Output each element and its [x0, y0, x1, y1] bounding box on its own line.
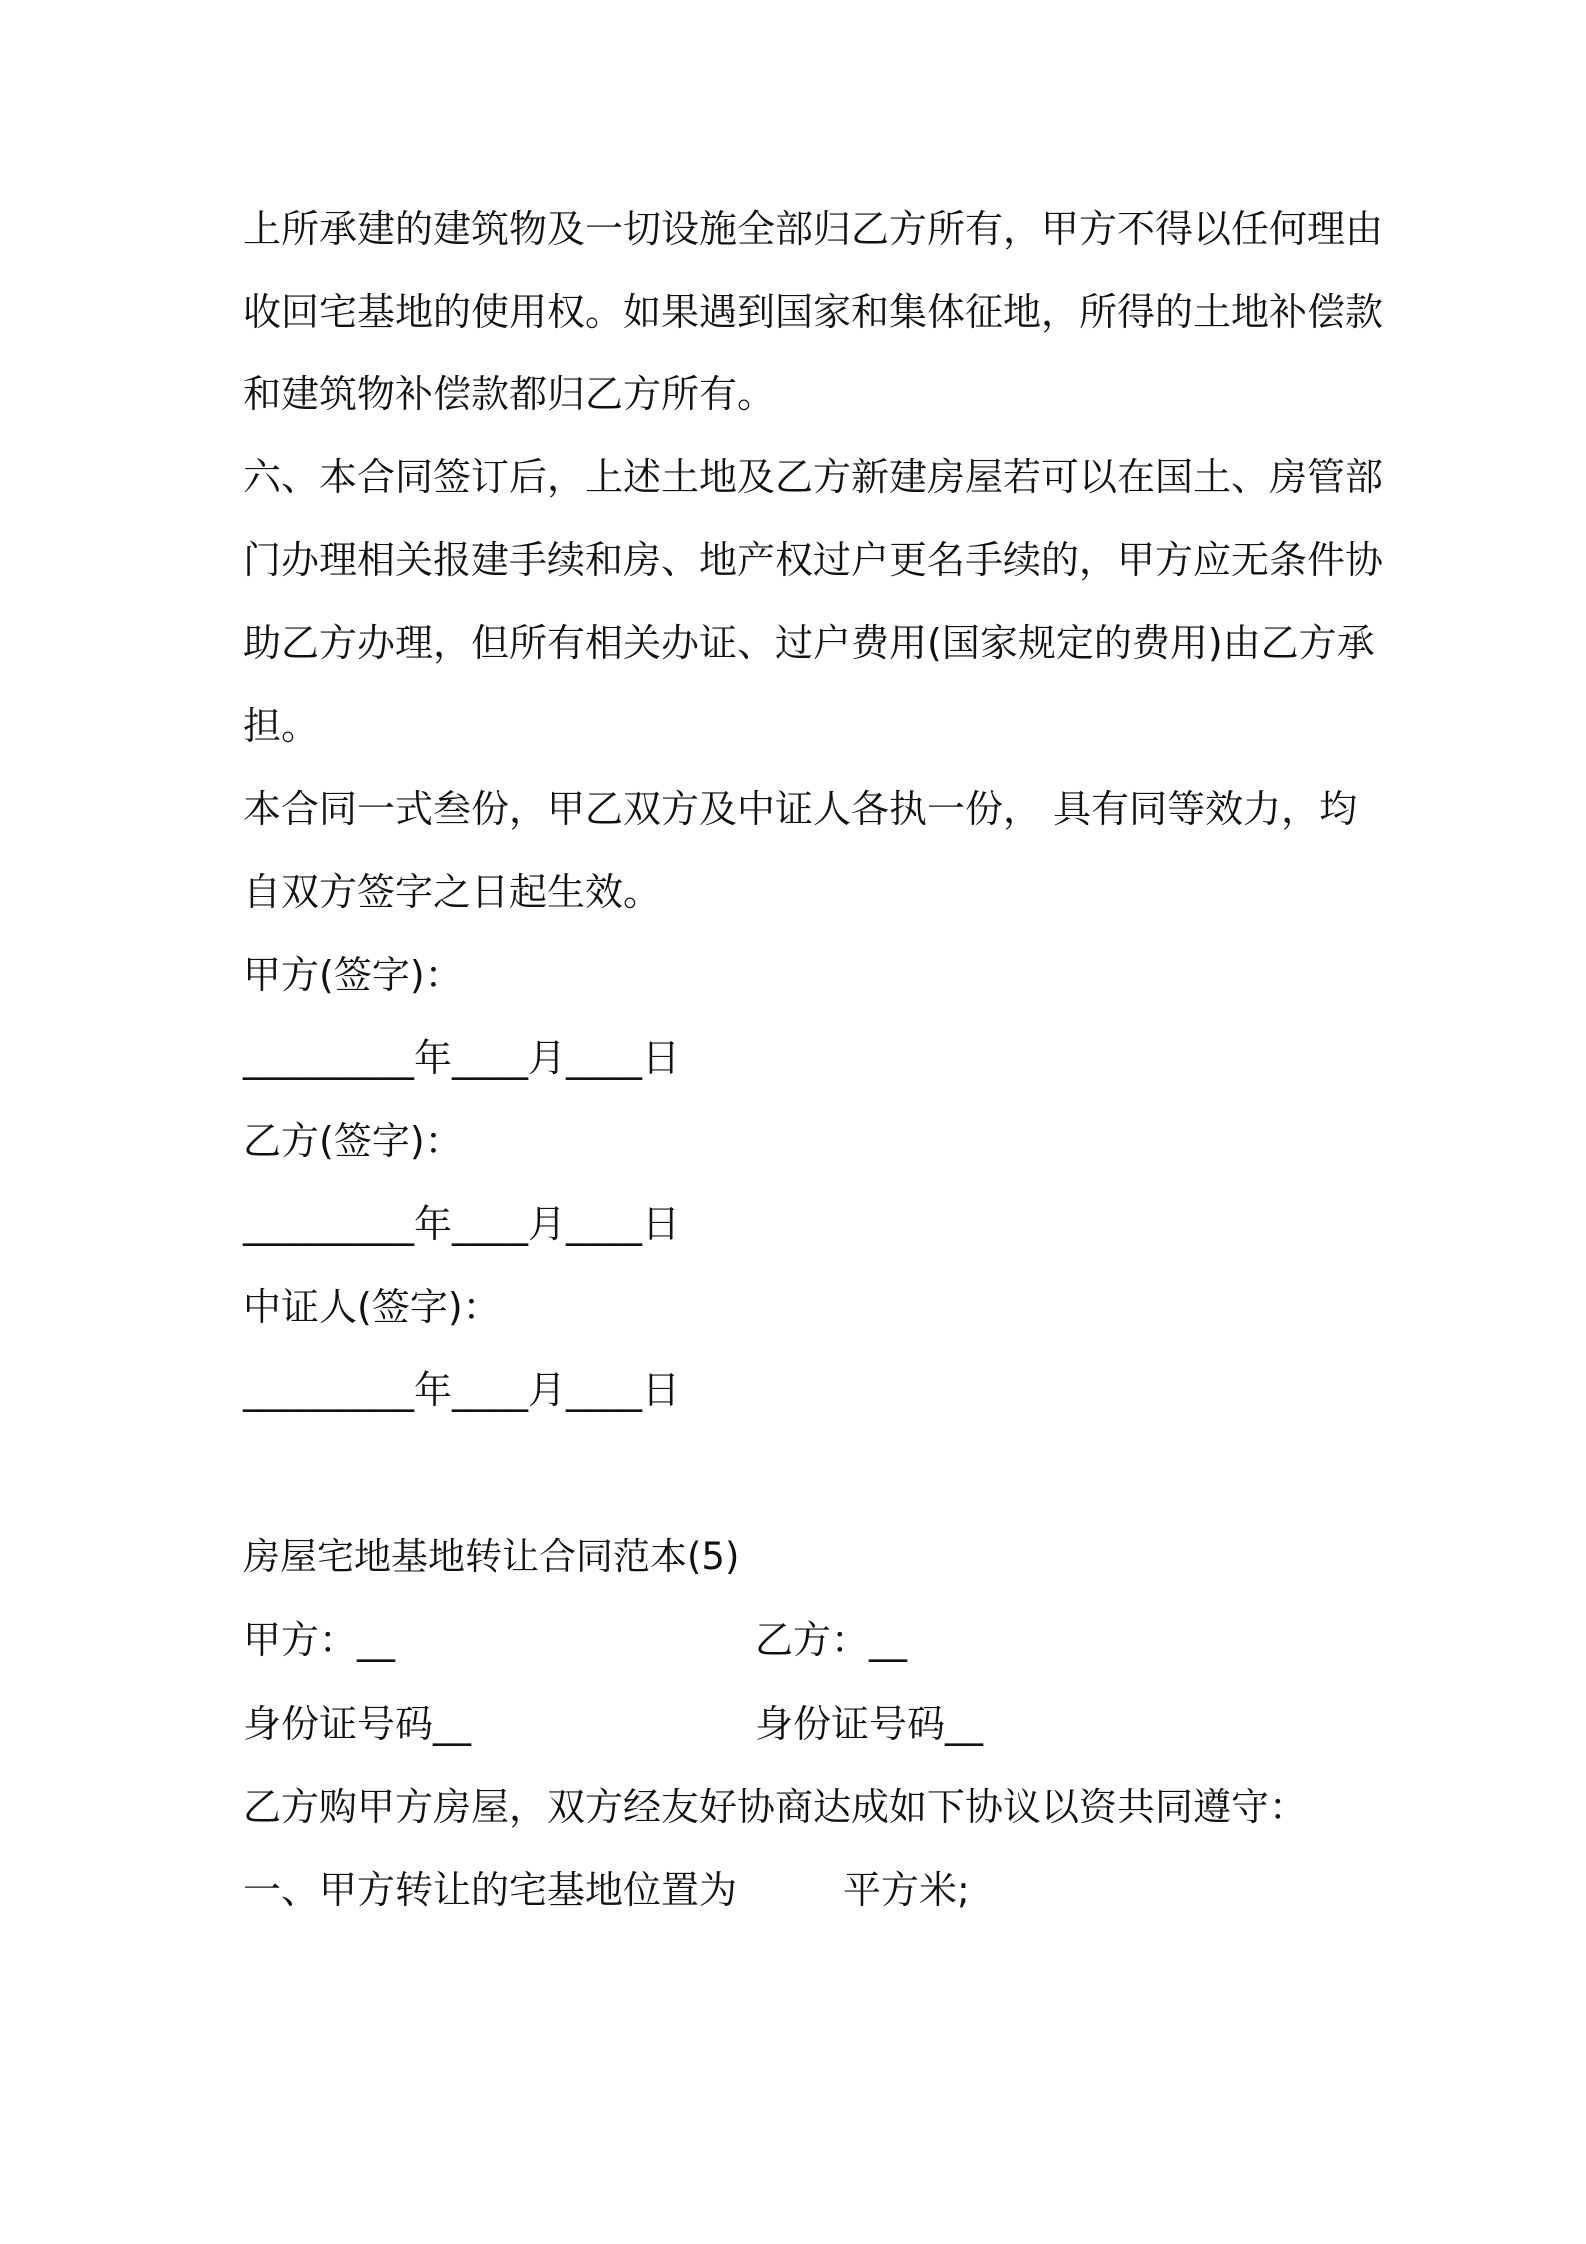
party-b-date-line: _________年____月____日 [243, 1202, 681, 1246]
contract-5-clause-1-unit: 平方米; [843, 1868, 970, 1912]
contract-5-party-a-id: 身份证号码__ [243, 1702, 472, 1746]
clause-6-line-4: 担。 [243, 704, 320, 748]
contract-5-title: 房屋宅地基地转让合同范本(5) [243, 1535, 740, 1578]
party-a-date-line: _________年____月____日 [243, 1036, 681, 1080]
copies-line-2: 自双方签字之日起生效。 [243, 870, 662, 914]
witness-date-line: _________年____月____日 [243, 1368, 681, 1412]
clause-5-line-2: 收回宅基地的使用权。如果遇到国家和集体征地，所得的土地补偿款 [243, 290, 1384, 334]
witness-signature-label: 中证人(签字)： [243, 1285, 501, 1329]
clause-5-line-3: 和建筑物补偿款都归乙方所有。 [243, 372, 776, 416]
contract-5-intro: 乙方购甲方房屋，双方经友好协商达成如下协议以资共同遵守： [243, 1785, 1308, 1829]
clause-6-line-2: 门办理相关报建手续和房、地产权过户更名手续的，甲方应无条件协 [243, 538, 1384, 582]
copies-line-1: 本合同一式叁份，甲乙双方及中证人各执一份， 具有同等效力，均 [243, 787, 1358, 831]
party-a-signature-label: 甲方(签字)： [243, 953, 463, 997]
contract-5-party-b: 乙方：__ [755, 1618, 908, 1662]
clause-6-line-3: 助乙方办理，但所有相关办证、过户费用(国家规定的费用)由乙方承 [243, 621, 1375, 665]
contract-5-party-a: 甲方：__ [243, 1618, 396, 1662]
contract-5-party-b-id: 身份证号码__ [755, 1702, 984, 1746]
clause-6-line-1: 六、本合同签订后，上述土地及乙方新建房屋若可以在国土、房管部 [243, 455, 1384, 499]
contract-5-clause-1: 一、甲方转让的宅基地位置为 [243, 1868, 738, 1912]
clause-5-line-1: 上所承建的建筑物及一切设施全部归乙方所有，甲方不得以任何理由 [243, 207, 1384, 251]
party-b-signature-label: 乙方(签字)： [243, 1119, 463, 1163]
